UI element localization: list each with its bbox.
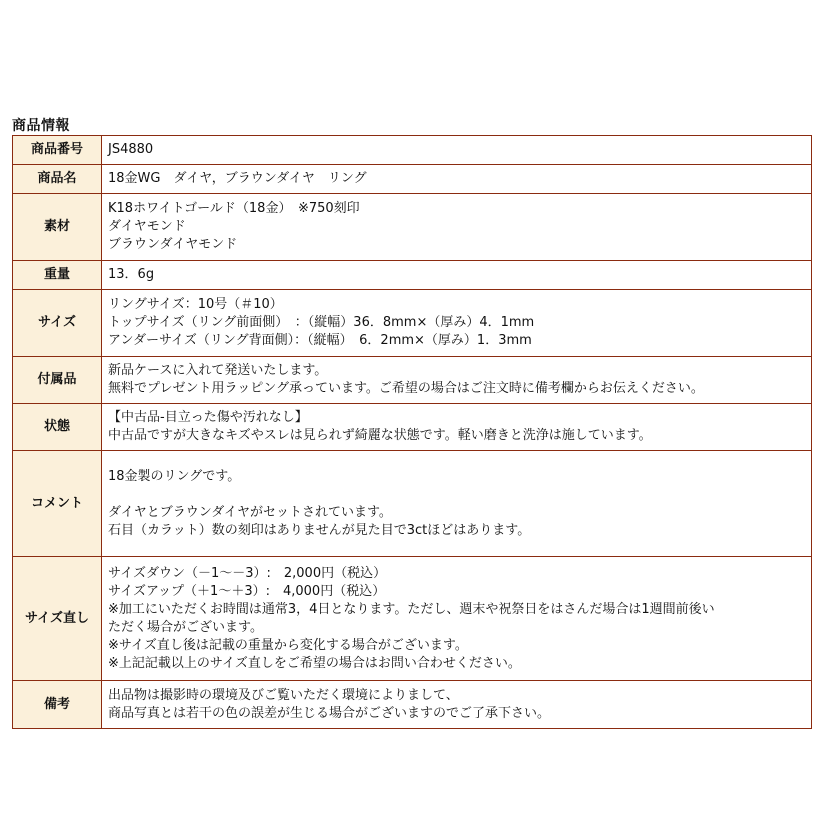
value-line: ※上記記載以上のサイズ直しをご希望の場合はお問い合わせください。	[108, 655, 521, 671]
blank-line	[108, 486, 807, 504]
row-label: 商品名	[13, 165, 102, 194]
row-value	[102, 261, 812, 290]
value-line: ダイヤとブラウンダイヤがセットされています。	[108, 504, 392, 520]
row-label: 重量	[13, 261, 102, 290]
value-line: サイズダウン（－1～－3）: 2,000円（税込）	[108, 565, 387, 581]
value-line: 18金製のリングです。	[108, 468, 241, 484]
table-row	[13, 451, 812, 557]
value-line: リングサイズ：10号（＃10）	[108, 297, 283, 312]
table-row	[13, 261, 812, 290]
value-line: 【中古品-目立った傷や汚れなし】	[108, 410, 308, 425]
row-value	[102, 165, 812, 194]
table-row	[13, 557, 812, 681]
row-value	[102, 357, 812, 404]
table-row	[13, 136, 812, 165]
row-value	[102, 136, 812, 165]
row-label: 素材	[13, 194, 102, 261]
value-line: ※加工にいただくお時間は通常3，4日となります。ただし、週末や祝祭日をはさんだ場合は1週間前後い	[108, 601, 715, 617]
row-value	[102, 290, 812, 357]
section-title: 商品情報	[12, 118, 70, 134]
table-row	[13, 194, 812, 261]
table-row	[13, 165, 812, 194]
value-line: ブラウンダイヤモンド	[108, 237, 238, 252]
value-line: 出品物は撮影時の環境及びご覧いただく環境によりまして、	[108, 687, 459, 703]
value-line: トップサイズ（リング前面側） ：（縦幅）36．8mm×（厚み）4．1mm	[108, 315, 535, 330]
value-line: 石目（カラット）数の刻印はありませんが見た目で3ctほどはあります。	[108, 522, 531, 538]
row-value	[102, 404, 812, 451]
value-line: 13．6g	[108, 267, 155, 282]
row-label: サイズ	[13, 290, 102, 357]
row-label: 備考	[13, 681, 102, 729]
row-label: コメント	[13, 451, 102, 557]
table-row	[13, 404, 812, 451]
row-value	[102, 681, 812, 729]
row-value	[102, 451, 812, 557]
value-line: K18ホワイトゴールド（18金） ※750刻印	[108, 201, 360, 216]
row-value	[102, 557, 812, 681]
row-label: 状態	[13, 404, 102, 451]
row-label: 付属品	[13, 357, 102, 404]
value-line: サイズアップ（＋1～＋3）: 4,000円（税込）	[108, 583, 386, 599]
value-line: 商品写真とは若干の色の誤差が生じる場合がございますのでご了承下さい。	[108, 705, 551, 721]
value-line: アンダーサイズ（リング背面側）：（縦幅） 6．2mm×（厚み）1．3mm	[108, 333, 532, 348]
table-row	[13, 357, 812, 404]
value-line: 中古品ですが大きなキズやスレは見られず綺麗な状態です。軽い磨きと洗浄は施しています。	[108, 428, 652, 443]
row-label: サイズ直し	[13, 557, 102, 681]
table-row	[13, 290, 812, 357]
row-value	[102, 194, 812, 261]
row-label: 商品番号	[13, 136, 102, 165]
table-row	[13, 681, 812, 729]
product-info-table	[12, 135, 812, 729]
value-line: JS4880	[108, 142, 154, 157]
value-line: 新品ケースに入れて発送いたします。	[108, 363, 328, 378]
value-line: 18金WG ダイヤ，ブラウンダイヤ リング	[108, 171, 367, 186]
value-line: ダイヤモンド	[108, 219, 186, 234]
value-line: ※サイズ直し後は記載の重量から変化する場合がございます。	[108, 637, 468, 653]
value-line: 無料でプレゼント用ラッピング承っています。ご希望の場合はご注文時に備考欄からお伝えください。	[108, 381, 704, 396]
value-line: ただく場合がございます。	[108, 619, 263, 635]
